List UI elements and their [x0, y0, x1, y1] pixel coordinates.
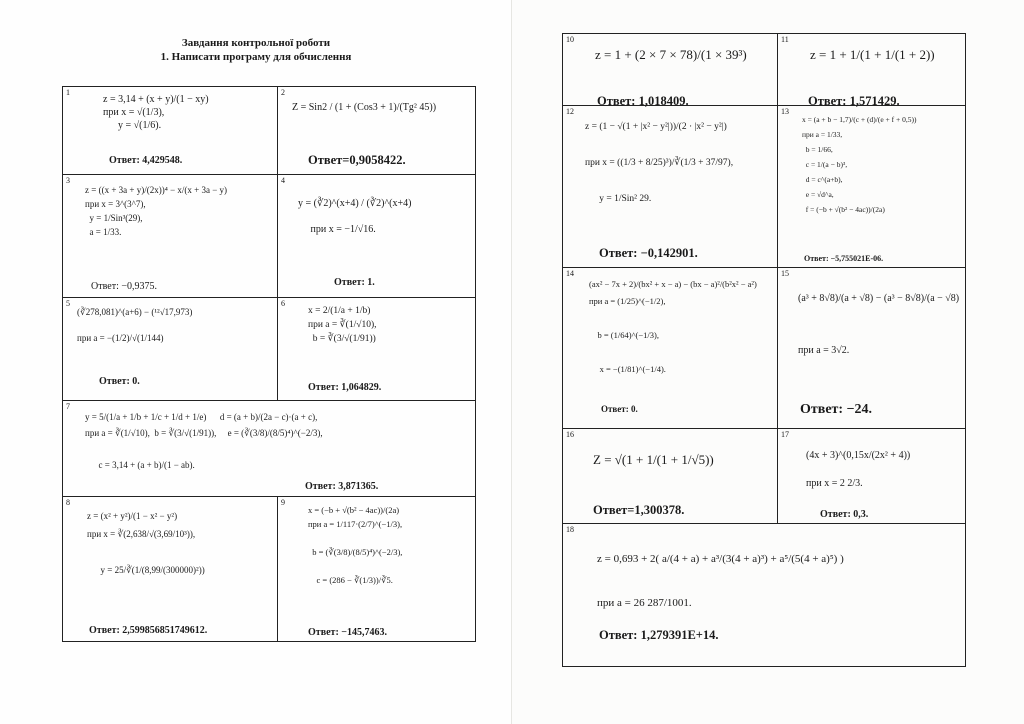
- task-formula: Z = Sin2 / (1 + (Cos3 + 1)/(Tg² 45)): [292, 102, 437, 113]
- task-formula: x = (a + b − 1,7)/(c + (d)/(e + f + 0,5)) при a = 1/33, b = 1/66, c = 1/(a − b)³, d = c^(a+b), e = √d^a, f = (−b + √(b² − 4ac))/(2a): [802, 115, 917, 214]
- task-formula: z = 3,14 + (x + y)/(1 − xy) при x = √(1/3), y = √(1/6).: [103, 94, 209, 131]
- task-number: 15: [781, 269, 789, 278]
- task-number: 18: [566, 525, 574, 534]
- task-number: 14: [566, 269, 574, 278]
- task-formula: x = 2/(1/a + 1/b) при a = ∛(1/√10), b = ∛(3/√(1/91)): [308, 306, 377, 344]
- task-answer: Ответ: 2,599856851749612.: [89, 625, 208, 636]
- task-answer: Ответ: 1.: [334, 277, 375, 288]
- task-answer: Ответ: 0.: [99, 376, 140, 387]
- right-page: [512, 0, 1024, 724]
- task-formula: z = 0,693 + 2( a/(4 + a) + a³/(3(4 + a)³) + a⁵/(5(4 + a)⁵) ) при a = 26 287/1001.: [597, 553, 844, 609]
- task-number: 8: [66, 498, 70, 507]
- task-number: 7: [66, 402, 70, 411]
- task-answer: Ответ: 1,279391E+14.: [599, 628, 719, 642]
- task-number: 16: [566, 430, 574, 439]
- task-formula: x = (−b + √(b² − 4ac))/(2a) при a = 1/117·(2/7)^(−1/3), b = (∛(3/8)/(8/5)⁴)^(−2/3), c = (286 − ∛(1/3))/∛5.: [308, 505, 403, 585]
- task-cell-11: [777, 33, 966, 106]
- task-formula: (ax² − 7x + 2)/(bx² + x − a) − (bx − a)²/(b²x² − a²) при a = (1/25)^(−1/2), b = (1/64)^(−1/3), x = −(1/81)^(−1/4).: [589, 279, 757, 374]
- document-title: Завдання контрольної роботи: [181, 37, 331, 49]
- task-formula: z = (x² + y²)/(1 − x² − y²) при x = ∛(2,638/√(3,69/10³)), y = 25/∛(1/(8,99/(300000)²)): [87, 511, 205, 575]
- task-number: 4: [281, 176, 285, 185]
- task-number: 12: [566, 107, 574, 116]
- task-answer: Ответ: 1,064829.: [308, 382, 382, 393]
- task-cell-15: [777, 267, 966, 429]
- task-cell-3: [62, 174, 278, 298]
- task-number: 17: [781, 430, 789, 439]
- task-number: 1: [66, 88, 70, 97]
- task-number: 10: [566, 35, 574, 44]
- task-answer: Ответ=1,300378.: [593, 503, 685, 517]
- task-answer: Ответ: 3,871365.: [305, 481, 379, 492]
- task-answer: Ответ: 1,018409.: [597, 94, 689, 108]
- task-formula: y = 5/(1/a + 1/b + 1/c + 1/d + 1/e) d = (a + b)/(2a − c)·(a + c), при a = ∛(1/√10), b = ∛(3/√(1/91)), e = (∛(3/8)/(8/5)⁴)^(−2/3), c = 3,14 + (a + b)/(1 − ab).: [85, 412, 323, 470]
- task-answer: Ответ: 4,429548.: [109, 155, 183, 166]
- task-number: 6: [281, 299, 285, 308]
- task-formula: Z = √(1 + 1/(1 + 1/√5)): [593, 452, 714, 467]
- task-number: 3: [66, 176, 70, 185]
- task-cell-5: [62, 297, 278, 401]
- task-cell-4: [277, 174, 476, 298]
- task-cell-16: [562, 428, 778, 524]
- task-number: 5: [66, 299, 70, 308]
- task-number: 9: [281, 498, 285, 507]
- task-formula: z = 1 + (2 × 7 × 78)/(1 × 39³): [595, 47, 747, 62]
- task-cell-17: [777, 428, 966, 524]
- task-answer: Ответ: −24.: [800, 402, 873, 417]
- task-cell-6: [277, 297, 476, 401]
- task-formula: (∛278,081)^(a+6) − (¹²√17,973) при a = −(1/2)/√(1/144): [77, 307, 193, 343]
- task-cell-12: [562, 105, 778, 268]
- task-cell-7: [62, 400, 476, 497]
- document-subtitle: 1. Написати програму для обчислення: [160, 51, 352, 63]
- task-answer: Ответ: −145,7463.: [308, 627, 387, 638]
- task-cell-2: [277, 86, 476, 175]
- task-answer: Ответ: −0,142901.: [599, 246, 698, 260]
- task-formula: (a³ + 8√8)/(a + √8) − (a³ − 8√8)/(a − √8) при a = 3√2.: [798, 293, 960, 356]
- task-answer: Ответ: 0.: [601, 404, 638, 414]
- task-number: 11: [781, 35, 789, 44]
- task-formula: z = 1 + 1/(1 + 1/(1 + 2)): [810, 47, 935, 62]
- task-formula: z = ((x + 3a + y)/(2x))⁴ − x/(x + 3a − y) при x = 3^(3^7), y = 1/Sin³(29), a = 1/33.: [85, 185, 228, 237]
- task-formula: (4x + 3)^(0,15x/(2x² + 4)) при x = 2 2/3.: [806, 450, 911, 489]
- task-formula: y = (∛2)^(x+4) / (∛2)^(x+4) при x = −1/√16.: [298, 198, 412, 235]
- task-number: 13: [781, 107, 789, 116]
- task-cell-8: [62, 496, 278, 642]
- task-answer: Ответ: −5,755021E-06.: [804, 254, 884, 263]
- task-cell-13: [777, 105, 966, 268]
- task-number: 2: [281, 88, 285, 97]
- task-answer: Ответ: 0,3.: [820, 509, 869, 520]
- task-cell-10: [562, 33, 778, 106]
- task-cell-9: [277, 496, 476, 642]
- task-cell-18: [562, 523, 966, 667]
- task-answer: Ответ: −0,9375.: [91, 281, 157, 292]
- task-formula: z = (1 − √(1 + |x² − y²|))/(2 · |x² − y²|) при x = ((1/3 + 8/25)³)/∛(1/3 + 37/97), y = 1/Sin² 29.: [585, 122, 734, 204]
- task-cell-1: [62, 86, 278, 175]
- task-cell-14: [562, 267, 778, 429]
- task-answer: Ответ: 1,571429.: [808, 94, 900, 108]
- task-answer: Ответ=0,9058422.: [308, 153, 406, 167]
